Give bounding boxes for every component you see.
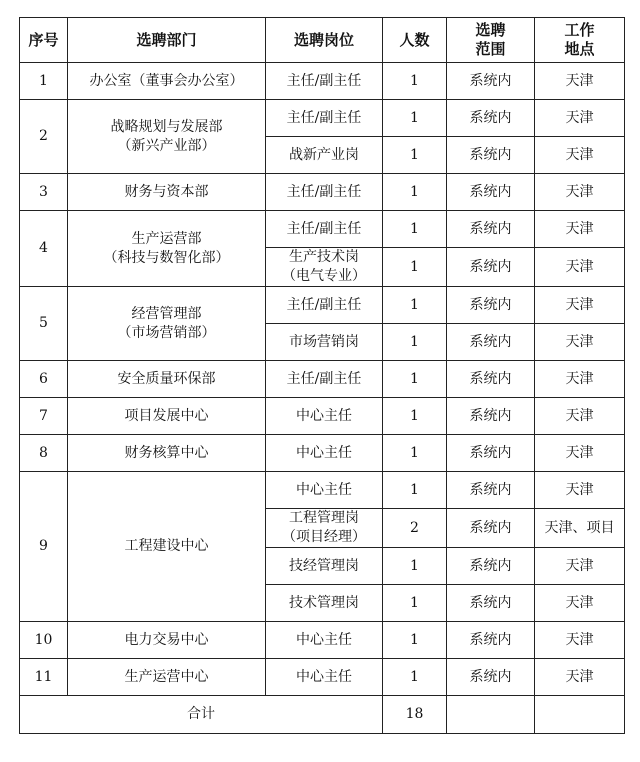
- scope-cell: 系统内: [447, 398, 535, 435]
- scope-cell: 系统内: [447, 211, 535, 248]
- header-location: 工作 地点: [535, 18, 625, 63]
- dept-cell: 生产运营部 （科技与数智化部）: [68, 211, 266, 287]
- scope-cell: 系统内: [447, 435, 535, 472]
- location-cell: 天津: [535, 287, 625, 324]
- location-cell: 天津: [535, 361, 625, 398]
- location-cell: 天津: [535, 622, 625, 659]
- seq-cell: 1: [20, 63, 68, 100]
- count-cell: 1: [383, 100, 447, 137]
- count-cell: 1: [383, 211, 447, 248]
- table-row: [20, 63, 625, 100]
- post-cell: 主任/副主任: [266, 287, 383, 324]
- total-label: 合计: [20, 696, 383, 734]
- location-cell: 天津: [535, 398, 625, 435]
- seq-cell: 10: [20, 622, 68, 659]
- post-cell: 工程管理岗 （项目经理）: [266, 509, 383, 548]
- header-row: [20, 18, 625, 63]
- scope-cell: 系统内: [447, 100, 535, 137]
- table-body: [20, 63, 625, 696]
- count-cell: 1: [383, 287, 447, 324]
- count-cell: 1: [383, 659, 447, 696]
- location-cell: 天津: [535, 100, 625, 137]
- scope-cell: 系统内: [447, 622, 535, 659]
- post-cell: 中心主任: [266, 659, 383, 696]
- dept-cell: 办公室（董事会办公室）: [68, 63, 266, 100]
- scope-cell: 系统内: [447, 287, 535, 324]
- count-cell: 1: [383, 622, 447, 659]
- location-cell: 天津、项目: [535, 509, 625, 548]
- count-cell: 2: [383, 509, 447, 548]
- count-cell: 1: [383, 174, 447, 211]
- table-row: [20, 435, 625, 472]
- table-row: [20, 398, 625, 435]
- count-cell: 1: [383, 585, 447, 622]
- location-cell: 天津: [535, 585, 625, 622]
- location-cell: 天津: [535, 137, 625, 174]
- scope-cell: 系统内: [447, 248, 535, 287]
- count-cell: 1: [383, 548, 447, 585]
- post-cell: 主任/副主任: [266, 63, 383, 100]
- header-scope: 选聘 范围: [447, 18, 535, 63]
- table-row: [20, 659, 625, 696]
- dept-cell: 工程建设中心: [68, 472, 266, 622]
- post-cell: 技术管理岗: [266, 585, 383, 622]
- seq-cell: 7: [20, 398, 68, 435]
- location-cell: 天津: [535, 472, 625, 509]
- post-cell: 市场营销岗: [266, 324, 383, 361]
- post-cell: 主任/副主任: [266, 174, 383, 211]
- dept-cell: 经营管理部 （市场营销部）: [68, 287, 266, 361]
- dept-cell: 项目发展中心: [68, 398, 266, 435]
- post-cell: 中心主任: [266, 398, 383, 435]
- total-scope-empty: [447, 696, 535, 734]
- seq-cell: 8: [20, 435, 68, 472]
- post-cell: 主任/副主任: [266, 100, 383, 137]
- table-row: [20, 622, 625, 659]
- dept-cell: 战略规划与发展部 （新兴产业部）: [68, 100, 266, 174]
- total-row: [20, 696, 625, 734]
- seq-cell: 6: [20, 361, 68, 398]
- count-cell: 1: [383, 435, 447, 472]
- header-dept: 选聘部门: [68, 18, 266, 63]
- scope-cell: 系统内: [447, 472, 535, 509]
- post-cell: 中心主任: [266, 472, 383, 509]
- count-cell: 1: [383, 248, 447, 287]
- scope-cell: 系统内: [447, 63, 535, 100]
- post-cell: 生产技术岗 （电气专业）: [266, 248, 383, 287]
- location-cell: 天津: [535, 248, 625, 287]
- scope-cell: 系统内: [447, 361, 535, 398]
- location-cell: 天津: [535, 548, 625, 585]
- location-cell: 天津: [535, 435, 625, 472]
- seq-cell: 11: [20, 659, 68, 696]
- count-cell: 1: [383, 324, 447, 361]
- count-cell: 1: [383, 398, 447, 435]
- post-cell: 主任/副主任: [266, 361, 383, 398]
- seq-cell: 2: [20, 100, 68, 174]
- post-cell: 技经管理岗: [266, 548, 383, 585]
- post-cell: 中心主任: [266, 435, 383, 472]
- dept-cell: 电力交易中心: [68, 622, 266, 659]
- location-cell: 天津: [535, 659, 625, 696]
- scope-cell: 系统内: [447, 548, 535, 585]
- count-cell: 1: [383, 472, 447, 509]
- post-cell: 战新产业岗: [266, 137, 383, 174]
- scope-cell: 系统内: [447, 174, 535, 211]
- dept-cell: 安全质量环保部: [68, 361, 266, 398]
- scope-cell: 系统内: [447, 659, 535, 696]
- header-post: 选聘岗位: [266, 18, 383, 63]
- location-cell: 天津: [535, 174, 625, 211]
- table-row: [20, 472, 625, 509]
- header-count: 人数: [383, 18, 447, 63]
- scope-cell: 系统内: [447, 585, 535, 622]
- location-cell: 天津: [535, 63, 625, 100]
- post-cell: 主任/副主任: [266, 211, 383, 248]
- seq-cell: 3: [20, 174, 68, 211]
- dept-cell: 财务与资本部: [68, 174, 266, 211]
- scope-cell: 系统内: [447, 137, 535, 174]
- location-cell: 天津: [535, 324, 625, 361]
- total-location-empty: [535, 696, 625, 734]
- table-row: [20, 361, 625, 398]
- dept-cell: 财务核算中心: [68, 435, 266, 472]
- seq-cell: 4: [20, 211, 68, 287]
- table-row: [20, 211, 625, 248]
- seq-cell: 9: [20, 472, 68, 622]
- table-row: [20, 100, 625, 137]
- recruitment-table: [19, 17, 625, 734]
- count-cell: 1: [383, 137, 447, 174]
- seq-cell: 5: [20, 287, 68, 361]
- scope-cell: 系统内: [447, 324, 535, 361]
- table-row: [20, 174, 625, 211]
- count-cell: 1: [383, 63, 447, 100]
- scope-cell: 系统内: [447, 509, 535, 548]
- post-cell: 中心主任: [266, 622, 383, 659]
- count-cell: 1: [383, 361, 447, 398]
- location-cell: 天津: [535, 211, 625, 248]
- header-seq: 序号: [20, 18, 68, 63]
- table-row: [20, 287, 625, 324]
- dept-cell: 生产运营中心: [68, 659, 266, 696]
- total-count: 18: [383, 696, 447, 734]
